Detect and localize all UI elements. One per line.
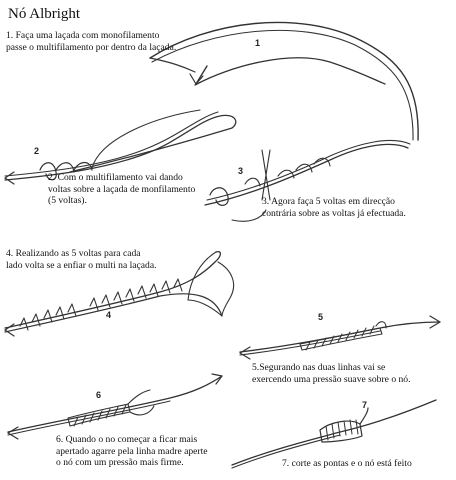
step-1-caption-line-1: 1. Faça uma laçada com monofilamento	[6, 30, 160, 41]
step-3-caption-line-2: contrária sobre as voltas já efectuada.	[262, 207, 406, 219]
step-2-caption-line-2: voltas sobre a laçada de monfilamento	[48, 183, 196, 195]
page-title: Nó Albright	[8, 6, 81, 22]
step-6-caption-line-3: o nó com um pressão mais firme.	[56, 457, 184, 468]
step-6-caption-line-2: apertado agarre pela linha madre aperte	[56, 445, 208, 457]
step-7-caption-line-1: 7. corte as pontas e o nó está feito	[282, 458, 412, 469]
step-1-number: 1	[255, 38, 261, 48]
step-2-caption	[48, 172, 195, 207]
step-5-number: 5	[318, 312, 324, 322]
step-1-caption-line-2: passe o multifilamento por dentro da laçada.	[6, 41, 177, 53]
step-5-caption	[252, 362, 411, 385]
step-1-illustration	[150, 22, 418, 140]
step-2-number: 2	[34, 146, 40, 156]
step-7-caption	[282, 458, 412, 470]
step-3-caption-line-1: 3. Agora faça 5 voltas em direcção	[262, 196, 395, 207]
step-6-caption	[56, 434, 208, 469]
step-5-caption-line-1: 5.Segurando nas duas linhas vai se	[252, 362, 386, 373]
step-1-caption	[6, 30, 176, 53]
step-5-illustration	[240, 316, 440, 359]
step-3-number: 3	[238, 166, 244, 176]
step-6-number: 6	[96, 390, 102, 400]
step-6-illustration	[8, 374, 222, 439]
step-4-caption-line-2: lado volta se a enfiar o multi na laçada.	[6, 259, 157, 271]
step-6-caption-line-1: 6. Quando o no começar a ficar mais	[56, 434, 198, 445]
step-5-caption-line-2: exercendo uma pressão suave sobre o nó.	[252, 373, 411, 385]
step-2-caption-line-3: (5 voltas).	[48, 195, 87, 206]
step-4-caption-line-1: 4. Realizando as 5 voltas para cada	[6, 248, 141, 259]
step-4-number: 4	[106, 310, 112, 320]
step-2-caption-line-1: 2. Com o multifilamento vai dando	[48, 172, 183, 183]
step-3-caption	[262, 196, 406, 219]
step-7-number: 7	[362, 400, 368, 410]
step-4-caption	[6, 248, 157, 271]
